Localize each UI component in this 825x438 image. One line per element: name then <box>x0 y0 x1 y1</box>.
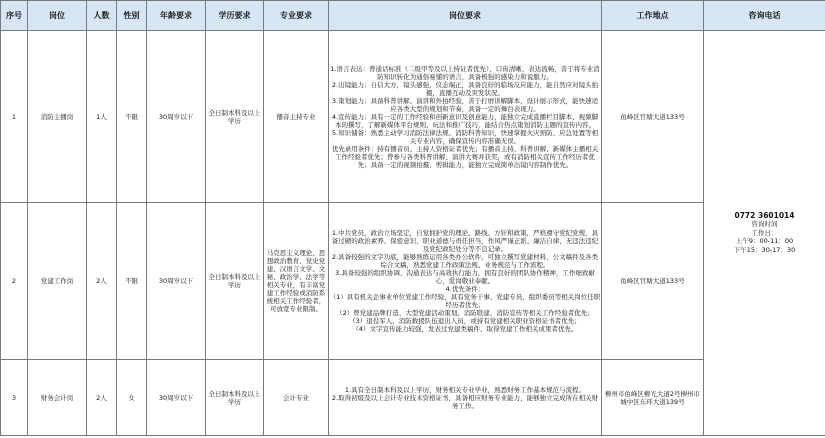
row-count: 2人 <box>87 203 117 360</box>
row-major: 马克思主义理论、思想政治教育、党史党建、汉语言文学、文秘、政治学、法学等相关专业，有丰富党建工作经验或消防系统相关工作经验者，可放宽专业限制。 <box>264 203 329 360</box>
requirement-line: 优先录用条件：持有播音员、主持人资格证者优先；有播音主持、科普讲解、新媒体主播相关工作经验者优先；曾参与各类科普讲解、演讲大赛并获奖，或有消防相关宣传工作经历者优先；具备一定的视频拍摄、剪辑能力，能独立完成简单出镜内容制作优先。 <box>331 144 599 169</box>
row-gender: 不限 <box>117 31 147 203</box>
table-row <box>1 360 825 436</box>
row-requirements <box>329 203 602 360</box>
requirement-line: 3.策划能力：具备科普讲解、演讲和外拍经验，善于打磨讲解脚本、设计展示形式，能快速适应各类大型的规划和节奏，具备一定的舞台表现力。 <box>331 96 599 113</box>
row-age: 30周岁以下 <box>147 203 206 360</box>
contact-phone: 0772 3601014 <box>734 210 795 220</box>
header-row <box>1 1 825 31</box>
requirement-line: 2.具备较强的文字功底，能够熟练运用各类办公软件，可独立撰写党建材料、公文稿件及各类综合文稿，熟悉党建工作政策法规、业务规范与工作流程。 <box>331 253 599 269</box>
row-education: 全日制本科及以上学历 <box>206 203 264 360</box>
row-education: 全日制本科及以上学历 <box>206 360 264 436</box>
header-education: 学历要求 <box>206 1 264 31</box>
requirement-line: 1.中共党员，政治立场坚定，自觉拥护党的理论、路线、方针和政策，严格遵守党纪党规，具备过硬的政治素养、保密意识、职业道德与责任担当，作风严谨正派、廉洁自律，无违法违纪及党纪政纪处分等不良记录。 <box>331 229 599 253</box>
header-requirements: 岗位要求 <box>329 1 602 31</box>
requirement-line: （3）退役军人、消防救援队伍退出人员，或持有党建相关职业资格证书者优先； <box>349 317 581 325</box>
contact-morning: 上午9：00-11：00 <box>735 237 794 246</box>
row-education: 全日制本科及以上学历 <box>206 31 264 203</box>
row-position: 消防主播岗 <box>28 31 87 203</box>
requirement-line: 2.出镜能力：自信大方，镜头感强，仪态端正，具备良好的临场反应能力，能自然应对镜头拍摄，直播互动及突发状况。 <box>331 80 599 97</box>
requirement-line: 1.具有全日制本科及以上学历，财务相关专业毕业，熟悉财务工作基本规范与流程。 <box>344 385 586 394</box>
requirement-line: 3.具备较强的组织协调、沟通表达与高效执行能力，拥有良好的团队协作精神，工作细致耐心，爱岗敬业奉献。 <box>335 269 595 285</box>
row-requirements <box>329 31 602 203</box>
requirement-line: 4.优先条件： <box>445 285 485 293</box>
requirement-line: 1.语言表达：普通话标准（二级甲等及以上持证者优先），口齿清晰、表达流畅，善于将专业消防知识转化为通俗易懂的语言，具备极强的感染力和说服力。 <box>330 64 600 81</box>
row-age: 30周岁以下 <box>147 360 206 436</box>
row-position: 党建工作岗 <box>28 203 87 360</box>
row-no: 3 <box>1 360 28 436</box>
header-location: 工作地点 <box>602 1 704 31</box>
row-gender: 不限 <box>117 203 147 360</box>
requirement-line: 4.宣传能力：具有一定的工作经验和创新意识及创意能力，能独立完成直播栏目脚本、视频脚本的撰写，了解新媒体平台规则、玩法和推广技巧，能结合热点策划消防主题的宣传内容。 <box>331 112 599 129</box>
header-contact: 咨询电话 <box>704 1 825 31</box>
requirement-line: （2）曾党建品牌打造、大型党建活动策划、消防联建、消防宣传等相关工作经验者优先； <box>336 309 594 317</box>
row-no: 1 <box>1 31 28 203</box>
row-position: 财务会计岗 <box>28 360 87 436</box>
contact-block <box>704 212 825 255</box>
requirement-line: （4）文字宣传能力较强，发表过党建类稿件、取得党建工作相关成果者优先。 <box>352 325 578 333</box>
table-row <box>1 31 825 203</box>
header-age: 年龄要求 <box>147 1 206 31</box>
header-no: 序号 <box>1 1 28 31</box>
row-age: 30周岁以下 <box>147 31 206 203</box>
row-location: 鱼峰区官塘大道133号 <box>602 203 704 360</box>
row-location: 鱼峰区官塘大道133号 <box>602 31 704 203</box>
requirement-line: 2.取得初级及以上会计专业技术资格证书，具备相应财务专业能力，能够独立完成所在相关财务工作。 <box>331 393 599 410</box>
requirement-line: 5.知识储备：熟悉主动学习消防法律法规、消防科普知识，快速掌握火灾预防、应急处置等相关专业内容，确保宣传内容准确无误。 <box>331 128 599 145</box>
contact-workday: 工作日： <box>751 228 778 237</box>
header-position: 岗位 <box>28 1 87 31</box>
row-major: 播音主持专业 <box>264 31 329 203</box>
header-count: 人数 <box>87 1 117 31</box>
row-gender: 女 <box>117 360 147 436</box>
row-count: 1人 <box>87 31 117 203</box>
contact-afternoon: 下午15：30-17：30 <box>733 245 796 254</box>
header-major: 专业要求 <box>264 1 329 31</box>
requirement-line: （1）具有机关企事业单位党建工作经验，具有党务干事、党建专员、组织委员等相关岗位任职经历者优先； <box>329 293 601 309</box>
row-major: 会计专业 <box>264 360 329 436</box>
contact-hours-title: 咨询时间 <box>751 220 778 229</box>
row-no: 2 <box>1 203 28 360</box>
row-count: 2人 <box>87 360 117 436</box>
header-gender: 性别 <box>117 1 147 31</box>
contact-cell <box>704 31 825 436</box>
table-row <box>1 203 825 360</box>
row-location: 柳州市鱼峰区柳光大道2号柳州市城中区东环大道139号 <box>602 360 704 436</box>
row-requirements <box>329 360 602 436</box>
